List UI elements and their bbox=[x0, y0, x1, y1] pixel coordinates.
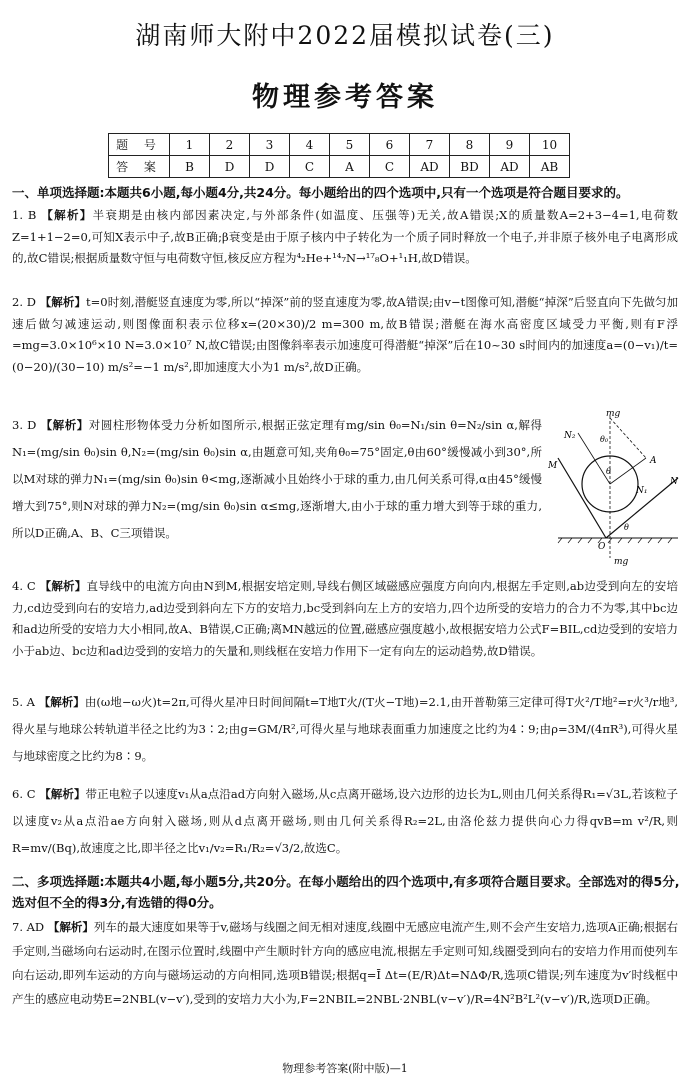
answer-cell: B bbox=[170, 156, 210, 178]
n2-label: N₂ bbox=[564, 431, 576, 441]
analysis-tag: 【解析】 bbox=[39, 579, 87, 593]
number-cell: 3 bbox=[250, 134, 290, 156]
number-cell: 8 bbox=[450, 134, 490, 156]
analysis-tag: 【解析】 bbox=[39, 295, 87, 309]
answer-cell: AD bbox=[490, 156, 530, 178]
question-1-solution bbox=[12, 205, 678, 270]
n-label: N bbox=[670, 477, 678, 487]
board-m bbox=[558, 458, 606, 538]
number-cell: 1 bbox=[170, 134, 210, 156]
force-diagram bbox=[548, 408, 683, 568]
answer-cell: D bbox=[250, 156, 290, 178]
question-5-solution bbox=[12, 689, 678, 770]
answer-cell: C bbox=[290, 156, 330, 178]
question-4-solution bbox=[12, 576, 678, 662]
mg-bottom-label: mg bbox=[614, 557, 629, 567]
theta0-label: θ₀ bbox=[600, 435, 609, 444]
o-label: O bbox=[598, 542, 606, 552]
answer-cell: AB bbox=[530, 156, 570, 178]
question-4-text: 直导线中的电流方向由N到M,根据安培定则,导线右侧区域磁感应强度方向向内,根据左手定则,ab边受到向左的安培力,cd边受到向右的安培力,ad边受到斜向左下方的安培力,bc受到斜向左上方的安培力,四个边所受的安培力的合力不为零,其中bc边和ad边所受的安培力大小相同,故A、B错误,C正确;离MN越远的位置,磁感应强度越小,故根据安培力公式F=BIL,cd边受到的安培力小于ab边、bc边和ad边受到的安培力的矢量和,则线框在安培力作用下一定有向左的运动趋势,故D错误。 bbox=[12, 579, 679, 658]
question-2-solution bbox=[12, 292, 678, 378]
answer-cell: C bbox=[370, 156, 410, 178]
question-2-answer: 2. D bbox=[12, 295, 36, 309]
question-7-text: 列车的最大速度如果等于v,磁场与线圈之间无相对速度,线圈中无感应电流产生,则不会产生安培力,选项A正确;根据右手定则,当磁场向右运动时,在图示位置时,线圈中产生顺时针方向的感应电流,根据左手定则可知,线圈受到向右的安培力作用而使列车向右运动,即列车运动的方向与磁场运动的方向相同,选项B错误;根据q=Ī Δt=(E/R)Δt=NΔΦ/R,选项C错误;列车速度为v′时线框中产生的感应电动势E=2NBL(v−v′),受到的安培力大小为,F=2NBIL=2NBL·2NBL(v−v′)/R=4N²B²L²(v−v′)/R,选项D正确。 bbox=[12, 920, 679, 1006]
question-3-text: 对圆柱形物体受力分析如图所示,根据正弦定理有mg/sin θ₀=N₁/sin θ=N₂/sin α,解得N₁=(mg/sin θ₀)sin θ,N₂=(mg/sin θ₀)sin α,由题意可知,夹角θ₀=75°固定,θ由60°缓慢减小到30°,所以M对球的弹力N₁=(mg/sin θ₀)sin θ<mg,逐渐减小且始终小于球的重力,由几何关系可得,α由45°缓慢增大到75°,则N对球的弹力N₂=(mg/sin θ₀)sin α≤mg,逐渐增大,由小于球的重力增大到等于球的重力,所以D正确,A、B、C三项错误。 bbox=[12, 418, 542, 540]
section-2-heading: 二、多项选择题:本题共4小题,每小题5分,共20分。在每小题给出的四个选项中,有多项符合题目要求。全部选对的得5分,选对但不全的得3分,有选错的得0分。 bbox=[12, 874, 680, 910]
number-cell: 10 bbox=[530, 134, 570, 156]
school-exam-title: 湖南师大附中2022届模拟试卷(三) bbox=[135, 21, 555, 50]
ground-hatch bbox=[558, 538, 672, 543]
question-6-solution bbox=[12, 781, 678, 862]
question-5-text: 由(ω地−ω火)t=2π,可得火星冲日时间间隔t=T地T火/(T火−T地)=2.1,由开普勒第三定律可得T火²/T地²=r火³/r地³,得火星与地球公转轨道半径之比约为3∶2;由g=GM/R²,可得火星与地球表面重力加速度之比约为4∶9;由ρ=3M/(4πR³),可得火星与地球密度之比约为8∶9。 bbox=[12, 695, 679, 763]
number-cell: 4 bbox=[290, 134, 330, 156]
parallelogram-line bbox=[610, 418, 646, 458]
question-4-answer: 4. C bbox=[12, 579, 36, 593]
analysis-tag: 【解析】 bbox=[38, 695, 85, 709]
question-3-solution bbox=[12, 412, 542, 547]
page-footer: 物理参考答案(附中版)—1 bbox=[282, 1062, 408, 1075]
theta-bottom-label: θ bbox=[624, 523, 629, 532]
question-6-answer: 6. C bbox=[12, 787, 36, 801]
analysis-tag: 【解析】 bbox=[39, 787, 86, 801]
answer-header-cell: 答 案 bbox=[109, 156, 170, 178]
theta-label: θ bbox=[606, 467, 611, 476]
answer-table-answer-row bbox=[109, 156, 570, 178]
number-cell: 7 bbox=[410, 134, 450, 156]
number-cell: 9 bbox=[490, 134, 530, 156]
analysis-tag: 【解析】 bbox=[47, 920, 94, 934]
question-7-solution bbox=[12, 915, 678, 1011]
m-label: M bbox=[548, 461, 558, 471]
question-7-answer: 7. AD bbox=[12, 920, 45, 934]
analysis-tag: 【解析】 bbox=[40, 418, 89, 432]
number-cell: 2 bbox=[210, 134, 250, 156]
n1-label: N₁ bbox=[636, 486, 648, 496]
document-title: 物理参考答案 bbox=[252, 82, 438, 113]
question-2-text: t=0时刻,潜艇竖直速度为零,所以“掉深”前的竖直速度为零,故A错误;由v−t图像可知,潜艇“掉深”后竖直向下先做匀加速后做匀减速运动,则图像面积表示位移x=(20×30)/2 m=300 m,故B错误;潜艇在海水高密度区域受力平衡,则有F浮=mg=3.0×10⁶×10 N=3.0×10⁷ N,故C错误;由图像斜率表示加速度可得潜艇“掉深”后在10~30 s时间内的加速度a=(0−v₁)/t=(0−20)/(30−10) m/s²=−1 m/s²,即加速度大小为1 m/s²,故D正确。 bbox=[12, 295, 678, 374]
question-6-text: 带正电粒子以速度v₁从a点沿ad方向射入磁场,从c点离开磁场,设六边形的边长为L,则由几何关系得R₁=√3L,若该粒子以速度v₂从a点沿ae方向射入磁场,则从d点离开磁场,则由几何关系得R₂=2L,由洛伦兹力提供向心力得qvB=m v²/R,则R=mv/(Bq),故速度之比,即半径之比v₁/v₂=R₁/R₂=√3/2,故选C。 bbox=[12, 787, 679, 855]
number-cell: 5 bbox=[330, 134, 370, 156]
question-1-answer: 1. B bbox=[12, 208, 37, 222]
section-1-heading: 一、单项选择题:本题共6小题,每小题4分,共24分。每小题给出的四个选项中,只有一个选项是符合题目要求的。 bbox=[12, 185, 629, 200]
analysis-tag: 【解析】 bbox=[41, 208, 93, 222]
question-3-answer: 3. D bbox=[12, 418, 37, 432]
question-1-text: 半衰期是由核内部因素决定,与外部条件(如温度、压强等)无关,故A错误;X的质量数A=2+3−4=1,电荷数Z=1+1−2=0,可知X表示中子,故B正确;β衰变是由于原子核内中子转化为一个质子同时释放一个电子,并非原子核外电子电离形成的,故C错误;根据质量数守恒与电荷数守恒,核反应方程为⁴₂He+¹⁴₇N→¹⁷₈O+¹₁H,故D错误。 bbox=[12, 208, 679, 265]
answer-cell: BD bbox=[450, 156, 490, 178]
a-label: A bbox=[650, 456, 657, 466]
answer-cell: AD bbox=[410, 156, 450, 178]
answer-cell: A bbox=[330, 156, 370, 178]
number-header-cell: 题 号 bbox=[109, 134, 170, 156]
number-cell: 6 bbox=[370, 134, 410, 156]
mg-top-label: mg bbox=[606, 409, 621, 419]
answer-table-number-row bbox=[109, 134, 570, 156]
answer-table bbox=[108, 133, 570, 178]
question-5-answer: 5. A bbox=[12, 695, 35, 709]
answer-cell: D bbox=[210, 156, 250, 178]
